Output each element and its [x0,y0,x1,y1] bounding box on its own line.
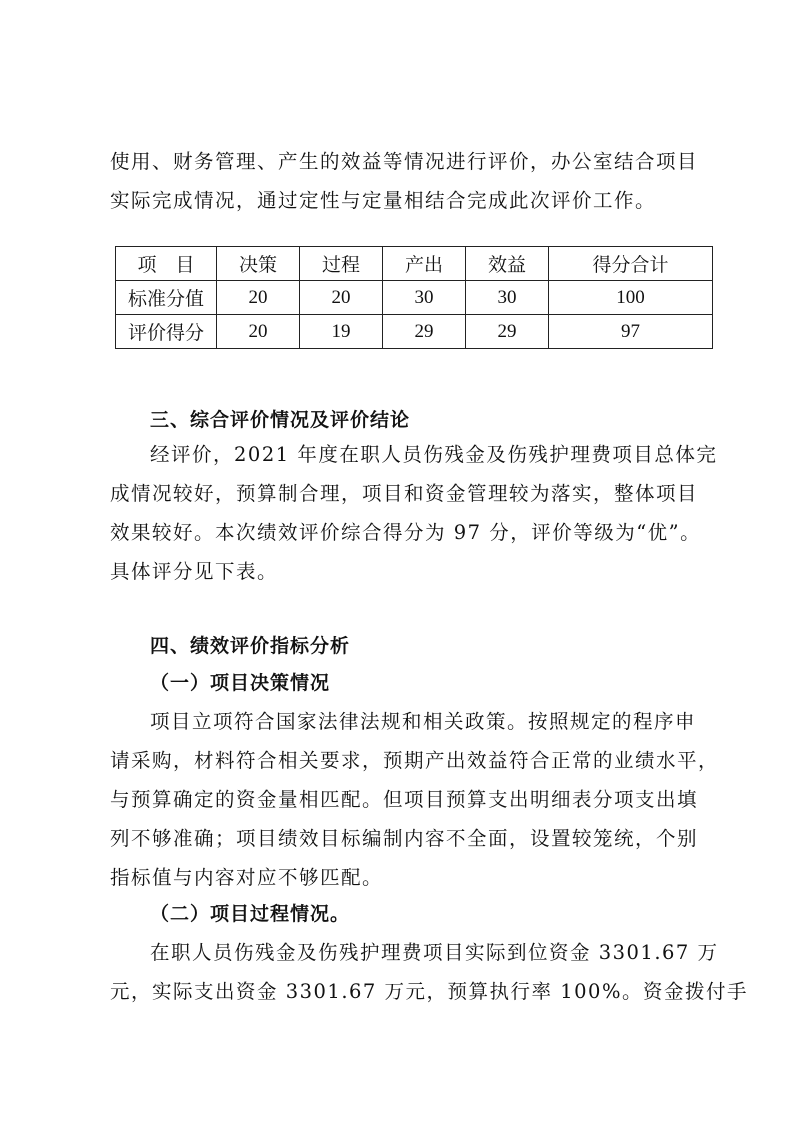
header-benefit: 效益 [466,247,549,281]
section-3-line-1: 经评价，2021 年度在职人员伤残金及伤残护理费项目总体完 [150,443,718,466]
header-process: 过程 [300,247,383,281]
table-cell: 30 [466,281,549,315]
subsection-2-title: （二）项目过程情况。 [150,903,351,925]
table-cell: 19 [300,315,383,349]
header-decision: 决策 [217,247,300,281]
table-cell: 20 [300,281,383,315]
section-4-title: 四、绩效评价指标分析 [150,635,351,657]
subsection-2-line-1: 在职人员伤残金及伤残护理费项目实际到位资金 3301.67 万 [150,941,719,964]
table-cell: 30 [383,281,466,315]
table-cell: 20 [217,315,300,349]
table-cell: 20 [217,281,300,315]
subsection-1-line-1: 项目立项符合国家法律法规和相关政策。按照规定的程序申 [150,710,697,733]
table-row [116,315,713,349]
score-table-header-row [116,247,713,281]
row-label: 评价得分 [116,315,217,349]
score-table [115,246,713,349]
intro-line-2: 实际完成情况，通过定性与定量相结合完成此次评价工作。 [110,189,657,212]
subsection-1-line-4: 列不够准确；项目绩效目标编制内容不全面，设置较笼统，个别 [110,827,699,850]
subsection-1-title: （一）项目决策情况 [150,672,331,694]
section-3-line-2: 成情况较好，预算制合理，项目和资金管理较为落实，整体项目 [110,482,699,505]
header-total: 得分合计 [549,247,713,281]
row-label: 标准分值 [116,281,217,315]
intro-line-1: 使用、财务管理、产生的效益等情况进行评价，办公室结合项目 [110,150,699,173]
section-3-line-3: 效果较好。本次绩效评价综合得分为 97 分，评价等级为“优”。 [110,521,702,544]
section-3-line-4: 具体评分见下表。 [110,560,279,583]
section-3-title: 三、综合评价情况及评价结论 [150,409,411,431]
subsection-1-line-3: 与预算确定的资金量相匹配。但项目预算支出明细表分项支出填 [110,788,699,811]
table-cell: 29 [466,315,549,349]
table-row [116,281,713,315]
subsection-2-line-2: 元，实际支出资金 3301.67 万元，预算执行率 100%。资金拨付手 [110,980,748,1003]
subsection-1-line-2: 请采购，材料符合相关要求，预期产出效益符合正常的业绩水平， [110,749,720,772]
table-cell: 100 [549,281,713,315]
table-cell: 29 [383,315,466,349]
subsection-1-line-5: 指标值与内容对应不够匹配。 [110,866,384,889]
header-output: 产出 [383,247,466,281]
table-cell: 97 [549,315,713,349]
header-item: 项 目 [116,247,217,281]
